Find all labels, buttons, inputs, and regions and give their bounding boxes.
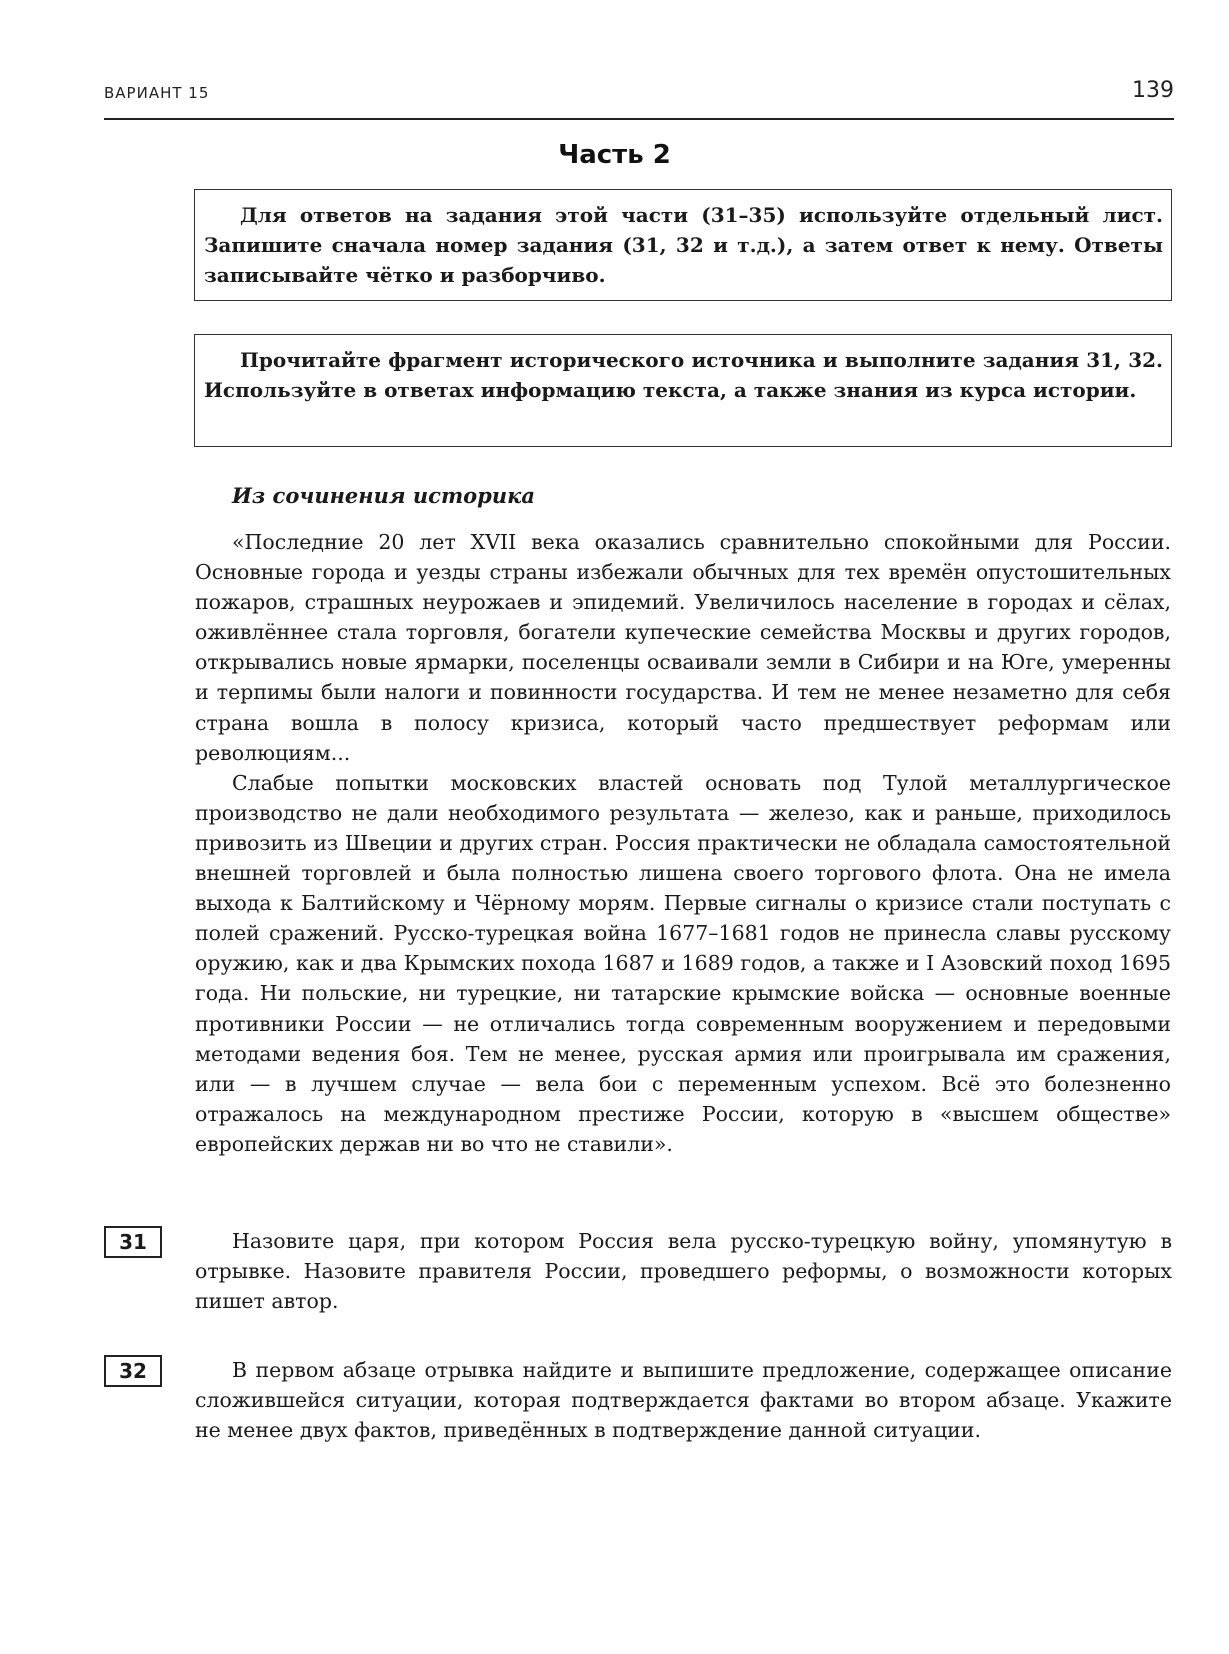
instructions-box: Для ответов на задания этой части (31–35) используйте отдельный лист. Запишите сначала номер задания (31, 32 и т.д.), а затем ответ к нему. Ответы записывайте чётко и разборчиво. [194,189,1172,301]
task-intro-box: Прочитайте фрагмент исторического источника и выполните задания 31, 32. Используйте в ответах информацию текста, а также знания из курса истории. [194,334,1172,447]
task-number-box: 32 [104,1355,162,1387]
part-title: Часть 2 [558,140,671,170]
task-number-box: 31 [104,1226,162,1258]
source-title: Из сочинения историка [232,483,535,508]
page-number: 139 [1132,78,1174,103]
variant-label: ВАРИАНТ 15 [104,84,210,102]
source-paragraph-1: «Последние 20 лет XVII века оказались сравнительно спокойными для России. Основные города и уезды страны избежали обычных для тех времён опустошительных пожаров, страшных неурожаев и эпидемий. Увеличилось население в городах и сёлах, оживлённее стала торговля, богатели купеческие семейства Москвы и других городов, открывались новые ярмарки, поселенцы осваивали земли в Сибири и на Юге, умеренны и терпимы были налоги и повинности государства. И тем не менее незаметно для себя страна вошла в полосу кризиса, который часто предшествует реформам или революциям... [195,530,1171,765]
source-paragraph-2: Слабые попытки московских властей основать под Тулой металлургическое производство не дали необходимого результата — железо, как и раньше, приходилось привозить из Швеции и других стран. Россия практически не обладала самостоятельной внешней торговлей и была полностью лишена своего торгового флота. Она не имела выхода к Балтийскому и Чёрному морям. Первые сигналы о кризисе стали поступать с полей сражений. Русско-турецкая война 1677–1681 годов не принесла славы русскому оружию, как и два Крымских похода 1687 и 1689 годов, а также и I Азовский поход 1695 года. Ни польские, ни турецкие, ни татарские крымские войска — основные военные противники России — не отличались тогда современным вооружением и передовыми методами ведения боя. Тем не менее, русская армия или проигрывала им сражения, или — в лучшем случае — вела бои с переменным успехом. Всё это болезненно отражалось на международном престиже России, которую в «высшем обществе» европейских держав ни во что не ставили». [195,770,1171,1156]
source-text [195,527,1171,1159]
page-header [104,78,1174,120]
task-text: В первом абзаце отрывка найдите и выпишите предложение, содержащее описание сложившейся ситуации, которая подтверждается фактами во втором абзаце. Укажите не менее двух фактов, приведённых в подтверждение данной ситуации. [195,1358,1172,1442]
task-text: Назовите царя, при котором Россия вела русско-турецкую войну, упомянутую в отрывке. Назовите правителя России, проведшего реформы, о возможности которых пишет автор. [195,1229,1172,1313]
